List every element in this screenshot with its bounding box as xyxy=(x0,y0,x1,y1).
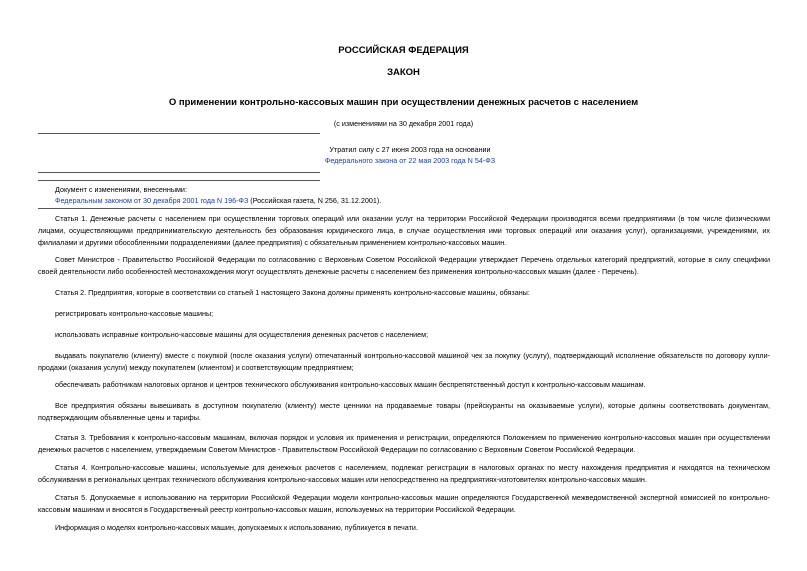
divider xyxy=(38,208,320,209)
lost-force-text: Утратил силу с 27 июня 2003 года на основании xyxy=(329,145,491,154)
paragraph-article-4: Статья 4. Контрольно-кассовые машины, используемые для денежных расчетов с населением, подлежат регистрации в налоговых органах по месту нахождения предприятия и находятся на техническом обслуживании в региональных центрах технического обслуживания контрольно-кассовых машин или непосредственно на предприятиях-изготовителях контрольно-кассовых машин. xyxy=(38,463,770,484)
paragraph-register: регистрировать контрольно-кассовые машины; xyxy=(55,309,214,318)
lost-force-block xyxy=(310,144,510,166)
document-changes-block xyxy=(55,184,455,206)
lost-force-link[interactable]: Федерального закона от 22 мая 2003 года N 54-ФЗ xyxy=(324,156,496,165)
paragraph-information: Информация о моделях контрольно-кассовых машин, допускаемых к использованию, публикуется в печати. xyxy=(55,523,418,532)
paragraph-list-approval: Совет Министров - Правительство Российской Федерации по согласованию с Верховным Советом Российской Федерации утверждает Перечень отдельных категорий предприятий, которые в силу специфики своей деятельности либо особенностей местонахождения могут осуществлять денежные расчеты с населением без применения контрольно-кассовых машин (далее - Перечень). xyxy=(38,255,770,276)
paragraph-article-1: Статья 1. Денежные расчеты с населением при осуществлении торговых операций или оказании услуг на территории Российской Федерации производятся всеми предприятиями (в том числе физическими лицами, осуществляющими предпринимательскую деятельность без образования юридического лица, в случае осуществления ими торговых операций или оказания услуг), организациями, учреждениями, их филиалами и другими обособленными подразделениями (далее предприятия) с обязательным применением контрольно-кассовых машин. xyxy=(38,214,770,247)
country-heading: РОССИЙСКАЯ ФЕДЕРАЦИЯ xyxy=(338,45,469,56)
changes-note: (с изменениями на 30 декабря 2001 года) xyxy=(333,119,474,128)
paragraph-use-machines: использовать исправные контрольно-кассовые машины для осуществления денежных расчетов с населением; xyxy=(55,330,429,339)
divider xyxy=(38,133,320,134)
paragraph-price-tags: Все предприятия обязаны вывешивать в доступном покупателю (клиенту) месте ценники на продаваемые товары (прейскуранты на оказываемые услуги), которые должны соответствовать документам, подтверждающим объявленные цены и тарифы. xyxy=(38,401,770,422)
document-type-heading: ЗАКОН xyxy=(387,67,420,78)
document-changes-label: Документ с изменениями, внесенными: xyxy=(55,185,187,194)
paragraph-article-2: Статья 2. Предприятия, которые в соответствии со статьей 1 настоящего Закона должны применять контрольно-кассовые машины, обязаны: xyxy=(55,288,530,297)
document-changes-source: (Российская газета, N 256, 31.12.2001). xyxy=(248,196,382,205)
document-changes-link[interactable]: Федеральным законом от 30 декабря 2001 года N 196-ФЗ xyxy=(55,196,249,205)
paragraph-issue-receipt: выдавать покупателю (клиенту) вместе с покупкой (после оказания услуги) отпечатанный контрольно-кассовой машиной чек за покупку (услугу), подтверждающий исполнение обязательств по договору купли-продажи (оказания услуги) между покупателем (клиентом) и соответствующим предприятием; xyxy=(38,351,770,372)
divider xyxy=(38,172,320,173)
divider xyxy=(38,180,320,181)
document-title: О применении контрольно-кассовых машин при осуществлении денежных расчетов с населением xyxy=(168,97,639,108)
paragraph-article-3: Статья 3. Требования к контрольно-кассовым машинам, включая порядок и условия их применения и регистрации, определяются Положением по применению контрольно-кассовых машин при осуществлении денежных расчетов с населением, утверждаемым Советом Министров - Правительством Российской Федерации по согласованию с Верховным Советом Российской Федерации. xyxy=(38,433,770,454)
paragraph-access: обеспечивать работникам налоговых органов и центров технического обслуживания контрольно-кассовых машин беспрепятственный доступ к контрольно-кассовым машинам. xyxy=(55,380,646,389)
paragraph-article-5: Статья 5. Допускаемые к использованию на территории Российской Федерации модели контрольно-кассовых машин определяются Государственной межведомственной экспертной комиссией по контрольно-кассовым машинам и вносятся в Государственный реестр контрольно-кассовых машин, используемых на территории Российской Федерации. xyxy=(38,493,770,514)
